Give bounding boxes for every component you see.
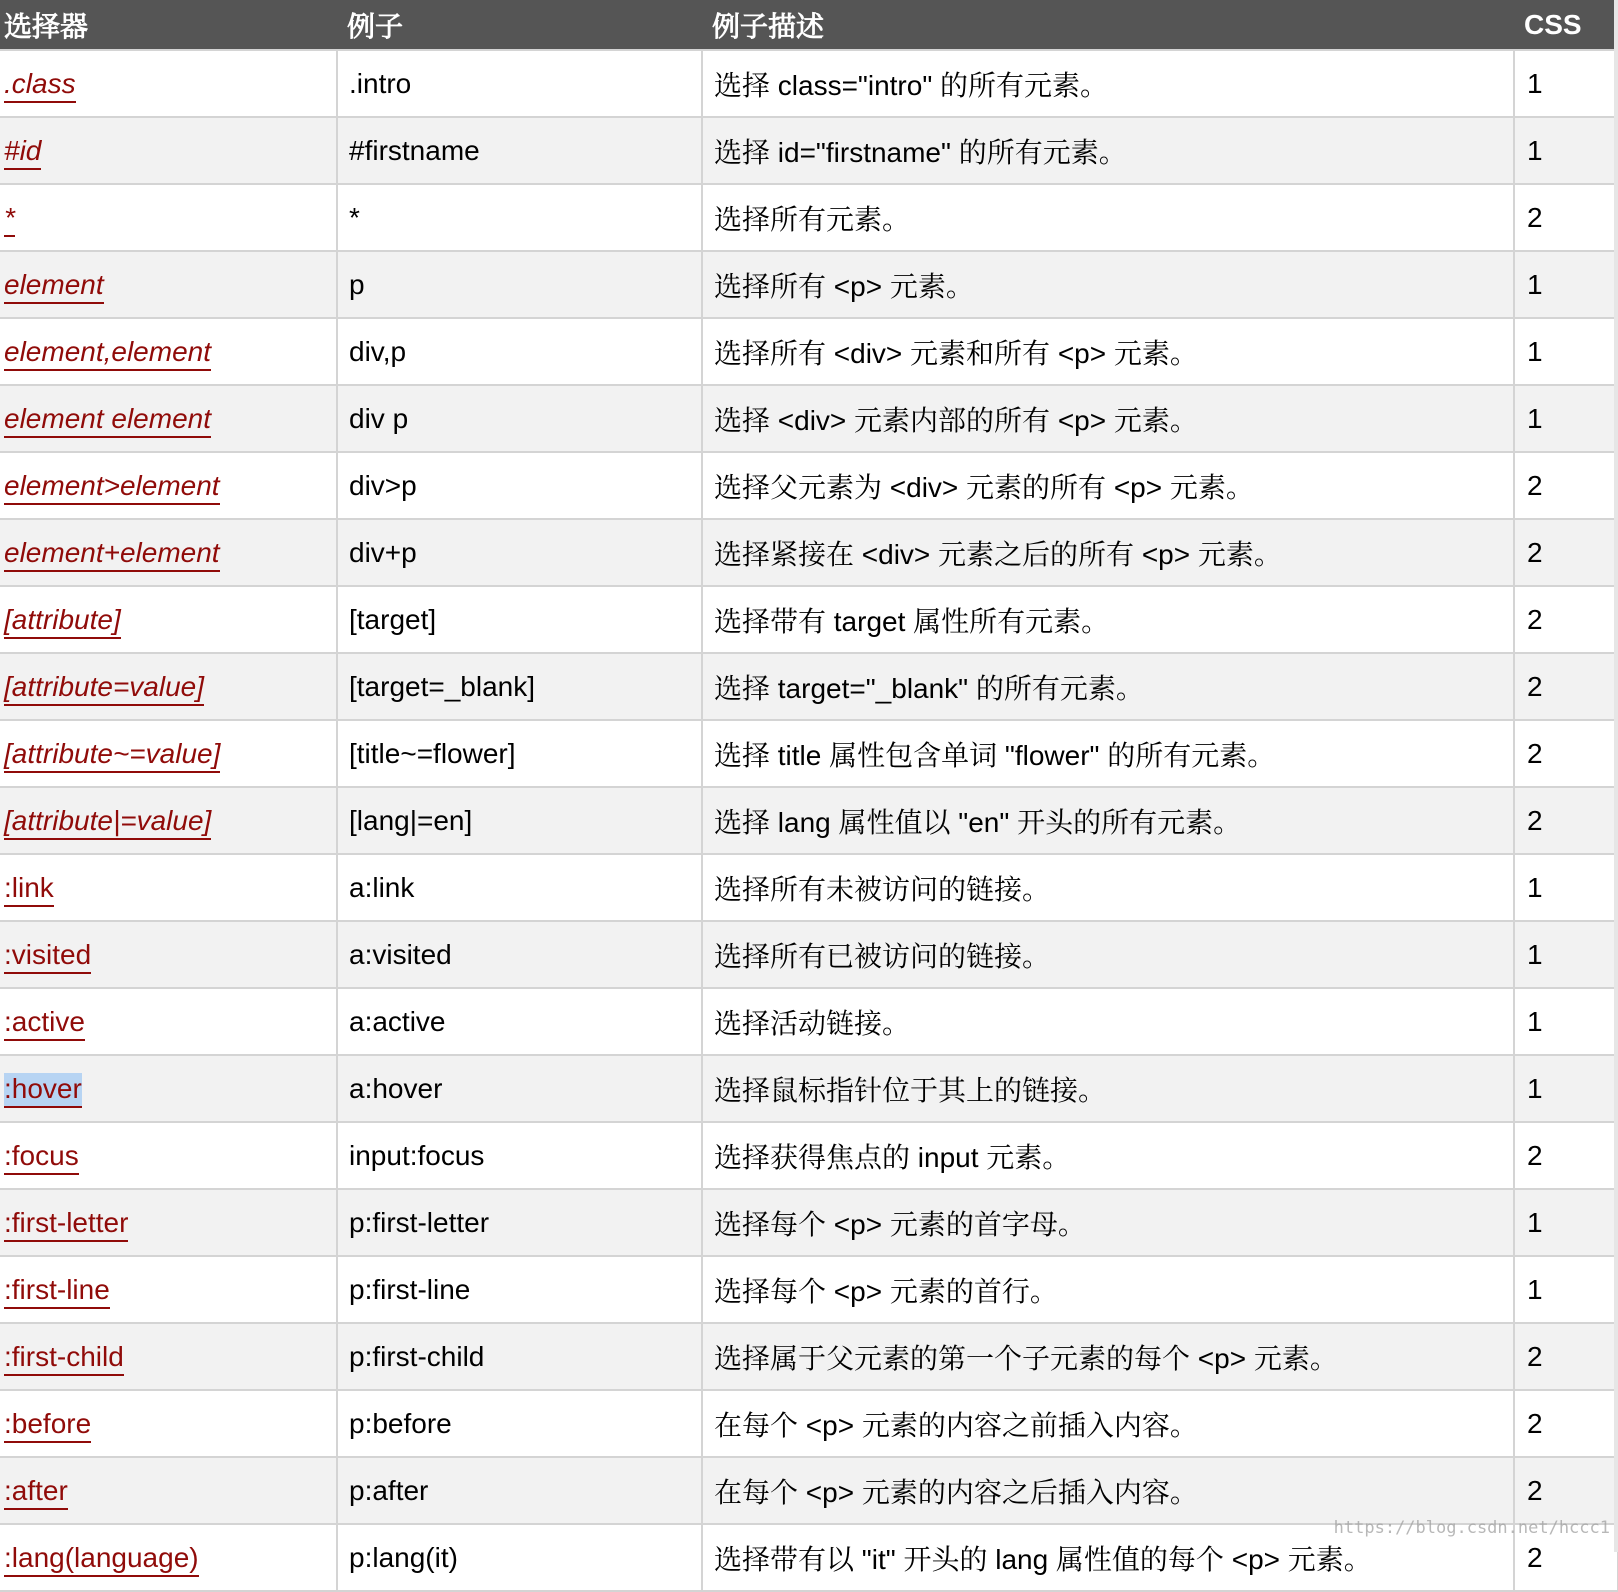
table-row: [0, 854, 1618, 921]
example-cell: a:visited: [337, 921, 702, 988]
selector-link[interactable]: :first-line: [4, 1274, 110, 1309]
selector-cell: [0, 854, 337, 921]
example-cell: div>p: [337, 452, 702, 519]
description-cell: 选择 id="firstname" 的所有元素。: [702, 117, 1514, 184]
watermark-text: https://blog.csdn.net/hccc1: [1333, 1518, 1610, 1538]
header-description: 例子描述: [702, 0, 1514, 50]
css-version-cell: 2: [1514, 184, 1618, 251]
selector-cell: [0, 1122, 337, 1189]
table-row: [0, 787, 1618, 854]
example-cell: p: [337, 251, 702, 318]
header-css: CSS: [1514, 0, 1618, 50]
description-cell: 选择属于父元素的第一个子元素的每个 <p> 元素。: [702, 1323, 1514, 1390]
selector-link[interactable]: #id: [4, 135, 41, 170]
css-version-cell: 2: [1514, 586, 1618, 653]
selector-cell: [0, 787, 337, 854]
example-cell: p:first-line: [337, 1256, 702, 1323]
css-version-cell: 1: [1514, 117, 1618, 184]
table-row: [0, 50, 1618, 117]
table-row: [0, 117, 1618, 184]
selector-cell: [0, 519, 337, 586]
selector-cell: [0, 385, 337, 452]
selector-cell: [0, 1457, 337, 1524]
description-cell: 选择 class="intro" 的所有元素。: [702, 50, 1514, 117]
example-cell: [lang|=en]: [337, 787, 702, 854]
css-version-cell: 1: [1514, 1055, 1618, 1122]
description-cell: 选择鼠标指针位于其上的链接。: [702, 1055, 1514, 1122]
table-row: [0, 720, 1618, 787]
example-cell: .intro: [337, 50, 702, 117]
selector-link[interactable]: [attribute~=value]: [4, 738, 220, 773]
selector-link[interactable]: :before: [4, 1408, 91, 1443]
description-cell: 选择所有元素。: [702, 184, 1514, 251]
example-cell: a:link: [337, 854, 702, 921]
description-cell: 选择活动链接。: [702, 988, 1514, 1055]
description-cell: 选择 title 属性包含单词 "flower" 的所有元素。: [702, 720, 1514, 787]
table-row: [0, 318, 1618, 385]
table-row: [0, 1457, 1618, 1524]
selector-link[interactable]: :lang(language): [4, 1542, 199, 1577]
selector-cell: [0, 653, 337, 720]
example-cell: [title~=flower]: [337, 720, 702, 787]
selector-cell: [0, 50, 337, 117]
selector-cell: [0, 586, 337, 653]
css-version-cell: 1: [1514, 251, 1618, 318]
selector-link[interactable]: :first-letter: [4, 1207, 128, 1242]
selector-link[interactable]: :first-child: [4, 1341, 124, 1376]
selector-cell: [0, 1256, 337, 1323]
css-version-cell: 2: [1514, 787, 1618, 854]
table-row: [0, 251, 1618, 318]
description-cell: 选择每个 <p> 元素的首字母。: [702, 1189, 1514, 1256]
table-row: [0, 586, 1618, 653]
table-row: [0, 385, 1618, 452]
table-row: [0, 1390, 1618, 1457]
selector-link[interactable]: :after: [4, 1475, 68, 1510]
table-row: [0, 1256, 1618, 1323]
selector-link[interactable]: :focus: [4, 1140, 79, 1175]
description-cell: 选择紧接在 <div> 元素之后的所有 <p> 元素。: [702, 519, 1514, 586]
css-version-cell: 2: [1514, 519, 1618, 586]
description-cell: 选择 target="_blank" 的所有元素。: [702, 653, 1514, 720]
table-row: [0, 1323, 1618, 1390]
description-cell: 选择所有 <p> 元素。: [702, 251, 1514, 318]
css-version-cell: 1: [1514, 854, 1618, 921]
example-cell: *: [337, 184, 702, 251]
selector-link[interactable]: :visited: [4, 939, 91, 974]
selector-link[interactable]: [attribute=value]: [4, 671, 204, 706]
selector-cell: [0, 1323, 337, 1390]
selector-cell: [0, 720, 337, 787]
header-selector: 选择器: [0, 0, 337, 50]
table-row: [0, 921, 1618, 988]
table-row: [0, 184, 1618, 251]
table-header-row: [0, 0, 1618, 50]
selector-cell: [0, 318, 337, 385]
description-cell: 选择所有已被访问的链接。: [702, 921, 1514, 988]
selector-link[interactable]: :link: [4, 872, 54, 907]
selector-link[interactable]: [attribute]: [4, 604, 121, 639]
selector-link[interactable]: .class: [4, 68, 76, 103]
table-row: [0, 519, 1618, 586]
css-version-cell: 2: [1514, 1390, 1618, 1457]
selector-cell: [0, 452, 337, 519]
css-version-cell: 2: [1514, 1457, 1618, 1524]
selector-cell: [0, 251, 337, 318]
css-version-cell: 1: [1514, 1189, 1618, 1256]
selector-cell: [0, 117, 337, 184]
css-version-cell: 2: [1514, 452, 1618, 519]
selector-cell: [0, 1524, 337, 1591]
description-cell: 选择获得焦点的 input 元素。: [702, 1122, 1514, 1189]
table-row: [0, 1055, 1618, 1122]
css-version-cell: 2: [1514, 1524, 1618, 1591]
header-example: 例子: [337, 0, 702, 50]
css-version-cell: 1: [1514, 385, 1618, 452]
example-cell: p:after: [337, 1457, 702, 1524]
selector-link[interactable]: element>element: [4, 470, 220, 505]
example-cell: div+p: [337, 519, 702, 586]
selector-cell: [0, 184, 337, 251]
selector-link[interactable]: [attribute|=value]: [4, 805, 211, 840]
example-cell: div p: [337, 385, 702, 452]
description-cell: 选择带有以 "it" 开头的 lang 属性值的每个 <p> 元素。: [702, 1524, 1514, 1591]
selector-cell: [0, 1390, 337, 1457]
css-version-cell: 1: [1514, 988, 1618, 1055]
css-version-cell: 1: [1514, 50, 1618, 117]
description-cell: 在每个 <p> 元素的内容之前插入内容。: [702, 1390, 1514, 1457]
example-cell: input:focus: [337, 1122, 702, 1189]
description-cell: 在每个 <p> 元素的内容之后插入内容。: [702, 1457, 1514, 1524]
description-cell: 选择所有 <div> 元素和所有 <p> 元素。: [702, 318, 1514, 385]
description-cell: 选择 <div> 元素内部的所有 <p> 元素。: [702, 385, 1514, 452]
table-row: [0, 452, 1618, 519]
table-row: [0, 1189, 1618, 1256]
selector-link[interactable]: element: [4, 269, 104, 304]
selector-cell: [0, 988, 337, 1055]
selector-cell: [0, 921, 337, 988]
description-cell: 选择所有未被访问的链接。: [702, 854, 1514, 921]
description-cell: 选择带有 target 属性所有元素。: [702, 586, 1514, 653]
selector-link[interactable]: *: [4, 202, 15, 237]
selector-cell: [0, 1055, 337, 1122]
css-version-cell: 1: [1514, 1256, 1618, 1323]
example-cell: [target]: [337, 586, 702, 653]
css-version-cell: 2: [1514, 1122, 1618, 1189]
css-version-cell: 1: [1514, 921, 1618, 988]
css-version-cell: 2: [1514, 653, 1618, 720]
table-row: [0, 1122, 1618, 1189]
selector-cell: [0, 1189, 337, 1256]
css-version-cell: 2: [1514, 720, 1618, 787]
table-row: [0, 988, 1618, 1055]
table-row: [0, 653, 1618, 720]
description-cell: 选择每个 <p> 元素的首行。: [702, 1256, 1514, 1323]
description-cell: 选择 lang 属性值以 "en" 开头的所有元素。: [702, 787, 1514, 854]
selector-link[interactable]: element element: [4, 403, 211, 438]
selector-link[interactable]: element,element: [4, 336, 211, 371]
example-cell: #firstname: [337, 117, 702, 184]
selector-link[interactable]: :active: [4, 1006, 85, 1041]
example-cell: p:lang(it): [337, 1524, 702, 1591]
selector-link[interactable]: element+element: [4, 537, 220, 572]
example-cell: p:before: [337, 1390, 702, 1457]
example-cell: a:active: [337, 988, 702, 1055]
css-version-cell: 2: [1514, 1323, 1618, 1390]
css-version-cell: 1: [1514, 318, 1618, 385]
page-scrollbar[interactable]: [1614, 0, 1618, 1552]
selector-link[interactable]: :hover: [4, 1073, 82, 1108]
example-cell: p:first-child: [337, 1323, 702, 1390]
description-cell: 选择父元素为 <div> 元素的所有 <p> 元素。: [702, 452, 1514, 519]
example-cell: div,p: [337, 318, 702, 385]
example-cell: p:first-letter: [337, 1189, 702, 1256]
example-cell: a:hover: [337, 1055, 702, 1122]
example-cell: [target=_blank]: [337, 653, 702, 720]
